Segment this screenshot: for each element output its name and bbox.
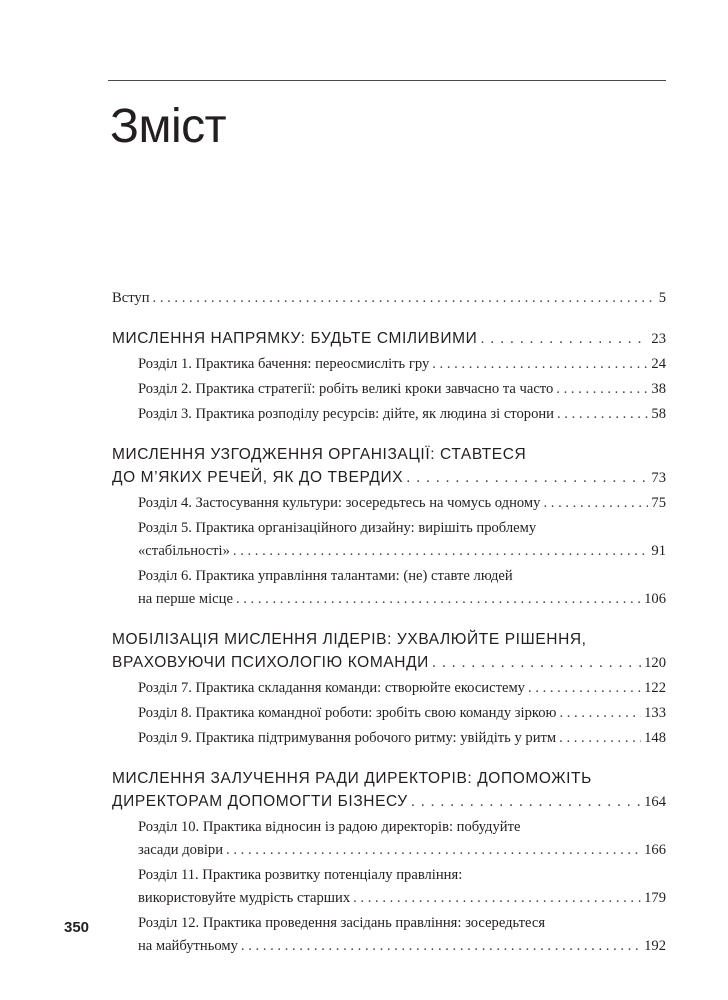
toc-entry-title: засади довіри — [138, 842, 224, 858]
toc-chapter-entry[interactable] — [112, 403, 666, 426]
toc-chapter-entry[interactable] — [112, 864, 666, 910]
toc-entry-title: Розділ 9. Практика підтримування робочого ритму: увійдіть у ритм — [138, 730, 557, 746]
toc-entry-title: Розділ 3. Практика розподілу ресурсів: дійте, як людина зі сторони — [138, 406, 554, 422]
dot-leader — [480, 327, 648, 350]
toc-entry-row — [112, 466, 666, 490]
dot-leader — [233, 540, 649, 563]
toc-entry-title: на перше місце — [138, 591, 233, 607]
toc-entry-intro[interactable] — [112, 287, 666, 310]
toc-page-number: 75 — [651, 495, 666, 511]
top-rule — [108, 80, 666, 81]
toc-page-number: 106 — [644, 591, 666, 607]
toc-entry-title: ДО М’ЯКИХ РЕЧЕЙ, ЯК ДО ТВЕРДИХ — [112, 469, 404, 486]
toc-page-number: 192 — [644, 938, 666, 954]
toc-chapter-entry[interactable] — [112, 565, 666, 611]
toc-chapter-entry[interactable] — [112, 677, 666, 700]
toc-page-number: 164 — [644, 794, 666, 810]
toc-entry-row — [138, 353, 666, 376]
toc-entry-title-line: МИСЛЕННЯ УЗГОДЖЕННЯ ОРГАНІЗАЦІЇ: СТАВТЕСЯ — [112, 446, 527, 463]
dot-leader — [241, 935, 641, 958]
dot-leader — [411, 790, 641, 813]
toc-entry-title: Розділ 7. Практика складання команди: створюйте екосистему — [138, 680, 525, 696]
toc-entry-row — [138, 588, 666, 611]
toc-entry-title-line: МИСЛЕННЯ ЗАЛУЧЕННЯ РАДИ ДИРЕКТОРІВ: ДОПОМОЖІТЬ — [112, 770, 592, 787]
toc-chapter-entry[interactable] — [112, 517, 666, 563]
page-title: Зміст — [110, 100, 227, 153]
toc-parts — [112, 327, 666, 958]
toc-entry-title: ВРАХОВУЮЧИ ПСИХОЛОГІЮ КОМАНДИ — [112, 654, 429, 671]
toc-entry-row — [138, 677, 666, 700]
toc-page-number: 122 — [644, 680, 666, 696]
toc-entry-title: ДИРЕКТОРАМ ДОПОМОГТИ БІЗНЕСУ — [112, 793, 408, 810]
dot-leader — [153, 287, 656, 310]
toc-page-number: 120 — [644, 655, 666, 671]
toc-entry-row — [138, 887, 666, 910]
toc-entry-title-line: Розділ 11. Практика розвитку потенціалу правління: — [138, 867, 463, 883]
page-number: 350 — [64, 919, 90, 936]
toc-part-heading[interactable] — [112, 327, 666, 351]
dot-leader — [432, 651, 641, 674]
dot-leader — [556, 378, 648, 401]
toc-entry-row — [138, 839, 666, 862]
dot-leader — [406, 466, 648, 489]
toc-page-number: 133 — [644, 705, 666, 721]
toc-entry-row — [138, 492, 666, 515]
toc-entry-row — [112, 790, 666, 814]
toc-entry-title-line: МОБІЛІЗАЦІЯ МИСЛЕННЯ ЛІДЕРІВ: УХВАЛЮЙТЕ РІШЕННЯ, — [112, 631, 587, 648]
toc-chapter-entry[interactable] — [112, 912, 666, 958]
toc-page-number: 23 — [651, 331, 666, 347]
toc-page-number: 5 — [658, 290, 666, 306]
toc-page-number: 148 — [644, 730, 666, 746]
toc-entry-row — [138, 378, 666, 401]
toc-entry-row — [138, 702, 666, 725]
toc-page-number: 58 — [651, 406, 666, 422]
toc-page-number: 179 — [644, 890, 666, 906]
toc-chapter-entry[interactable] — [112, 378, 666, 401]
toc-entry-title-line: Розділ 12. Практика проведення засідань правління: зосередьтеся — [138, 915, 546, 931]
toc-entry-title-line: Розділ 10. Практика відносин із радою директорів: побудуйте — [138, 819, 521, 835]
toc-page-number: 91 — [651, 543, 666, 559]
toc-entry-title-line: Розділ 5. Практика організаційного дизайну: вирішіть проблему — [138, 520, 537, 536]
table-of-contents — [112, 287, 666, 958]
dot-leader — [528, 677, 641, 700]
toc-entry-row — [112, 651, 666, 675]
toc-entry-title: Вступ — [112, 290, 150, 306]
toc-page-number: 73 — [651, 470, 666, 486]
toc-entry-row — [138, 727, 666, 750]
dot-leader — [559, 727, 641, 750]
toc-chapter-entry[interactable] — [112, 816, 666, 862]
toc-entry-row — [138, 935, 666, 958]
dot-leader — [557, 403, 648, 426]
toc-chapter-entry[interactable] — [112, 492, 666, 515]
toc-chapter-entry[interactable] — [112, 727, 666, 750]
toc-page-number: 166 — [644, 842, 666, 858]
dot-leader — [353, 887, 641, 910]
dot-leader — [432, 353, 648, 376]
toc-entry-title: на майбутньому — [138, 938, 238, 954]
toc-entry-row — [138, 540, 666, 563]
toc-entry-row — [112, 327, 666, 351]
toc-entry-title: Розділ 8. Практика командної роботи: зробіть свою команду зіркою — [138, 705, 557, 721]
dot-leader — [226, 839, 641, 862]
toc-entry-title: Розділ 4. Застосування культури: зосередьтесь на чомусь одному — [138, 495, 541, 511]
toc-entry-title: Розділ 2. Практика стратегії: робіть великі кроки завчасно та часто — [138, 381, 554, 397]
toc-part-heading[interactable] — [112, 628, 666, 675]
dot-leader — [559, 702, 641, 725]
toc-entry-title: «стабільності» — [138, 543, 230, 559]
toc-entry-title: МИСЛЕННЯ НАПРЯМКУ: БУДЬТЕ СМІЛИВИМИ — [112, 330, 478, 347]
dot-leader — [543, 492, 648, 515]
toc-part-heading[interactable] — [112, 443, 666, 490]
toc-page-number: 24 — [651, 356, 666, 372]
toc-entry-row — [138, 403, 666, 426]
toc-entry-title: Розділ 1. Практика бачення: переосмисліть гру — [138, 356, 430, 372]
toc-entry-title: використовуйте мудрість старших — [138, 890, 351, 906]
toc-page-number: 38 — [651, 381, 666, 397]
toc-entry-title-line: Розділ 6. Практика управління талантами: (не) ставте людей — [138, 568, 513, 584]
toc-part-heading[interactable] — [112, 767, 666, 814]
dot-leader — [236, 588, 641, 611]
toc-chapter-entry[interactable] — [112, 353, 666, 376]
toc-chapter-entry[interactable] — [112, 702, 666, 725]
